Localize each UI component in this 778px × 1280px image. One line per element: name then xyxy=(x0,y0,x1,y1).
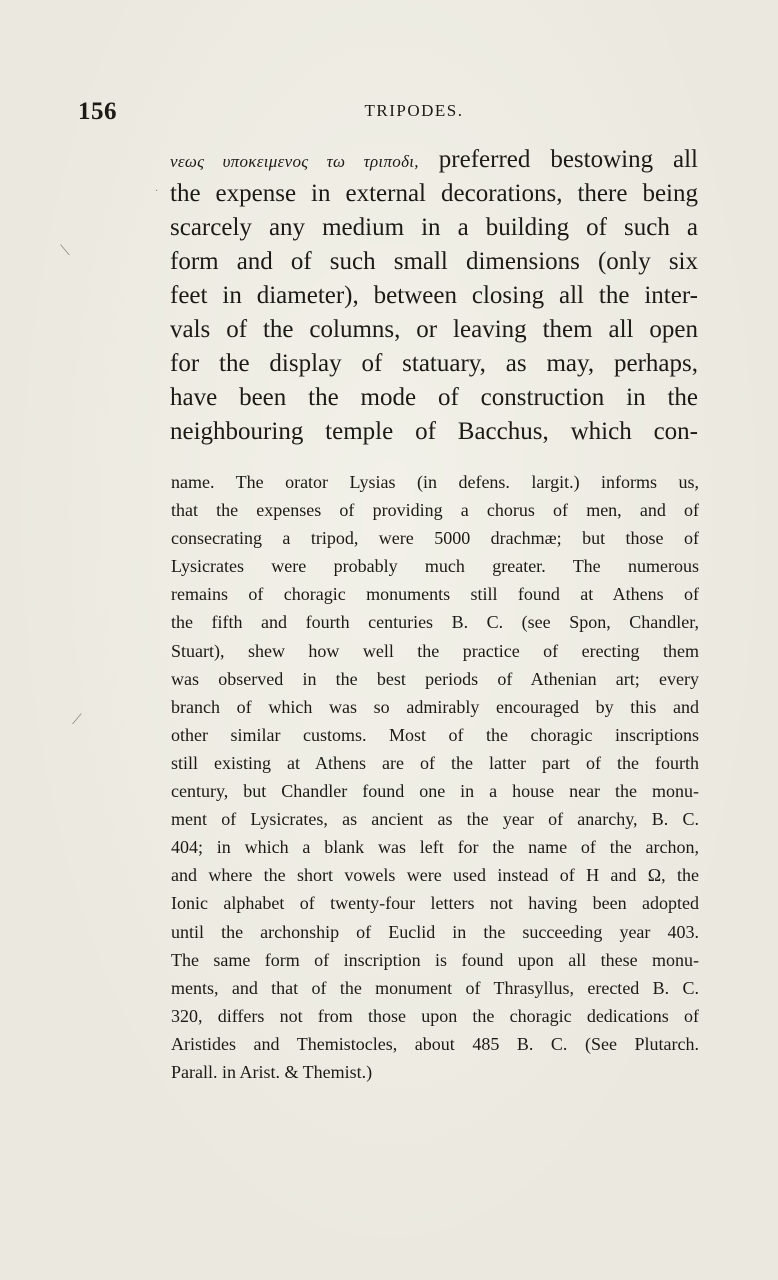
footnote-line: consecrating a tripod, were 5000 drachmæ; but those of xyxy=(171,528,699,549)
main-text xyxy=(170,143,698,449)
footnote-line: and where the short vowels were used instead of H and Ω, the xyxy=(171,865,699,886)
footnote-line: the fifth and fourth centuries B. C. (see Spon, Chandler, xyxy=(171,612,699,633)
body-line: feet in diameter), between closing all the inter- xyxy=(170,282,698,309)
body-line: neighbouring temple of Bacchus, which con- xyxy=(170,418,698,445)
footnote-line: Aristides and Themistocles, about 485 B. C. (See Plutarch. xyxy=(171,1033,699,1054)
body-line: have been the mode of construction in the xyxy=(170,384,698,411)
footnote-line: was observed in the best periods of Athenian art; every xyxy=(171,668,699,689)
footnote-line: until the archonship of Euclid in the succeeding year 403. xyxy=(171,921,699,942)
running-head: TRIPODES. xyxy=(364,101,464,120)
footnote-line: branch of which was so admirably encouraged by this and xyxy=(171,696,699,717)
footnote-line: remains of choragic monuments still found at Athens of xyxy=(171,584,699,605)
footnote xyxy=(171,468,699,1086)
footnote-line: that the expenses of providing a chorus of men, and of xyxy=(171,500,699,521)
footnote-line: century, but Chandler found one in a house near the monu- xyxy=(171,781,699,802)
footnote-line: other similar customs. Most of the choragic inscriptions xyxy=(171,724,699,745)
body-line: form and of such small dimensions (only six xyxy=(170,248,698,275)
footnote-line: ment of Lysicrates, as ancient as the year of anarchy, B. C. xyxy=(171,809,699,830)
body-line: for the display of statuary, as may, perhaps, xyxy=(170,350,698,377)
footnote-line: Ionic alphabet of twenty-four letters not having been adopted xyxy=(171,893,699,914)
footnote-line: ments, and that of the monument of Thrasyllus, erected B. C. xyxy=(171,977,699,998)
footnote-line: The same form of inscription is found upon all these monu- xyxy=(171,949,699,970)
paper-speck: · xyxy=(155,186,159,197)
body-line xyxy=(170,143,698,177)
footnote-line: Parall. in Arist. & Themist.) xyxy=(171,1061,373,1082)
body-line: vals of the columns, or leaving them all open xyxy=(170,316,698,343)
footnote-line: 320, differs not from those upon the choragic dedications of xyxy=(171,1005,699,1026)
greek-quotation: νεως υποκειμενος τω τριποδι, xyxy=(170,152,419,171)
body-line-text: preferred bestowing all xyxy=(438,146,698,173)
footnote-line: 404; in which a blank was left for the name of the archon, xyxy=(171,837,699,858)
body-line: the expense in external decorations, there being xyxy=(170,180,698,207)
footnote-line: still existing at Athens are of the latter part of the fourth xyxy=(171,752,699,773)
footnote-line: name. The orator Lysias (in defens. largit.) informs us, xyxy=(171,472,699,492)
body-line: scarcely any medium in a building of such a xyxy=(170,214,698,241)
footnote-line: Lysicrates were probably much greater. The numerous xyxy=(171,556,699,577)
page-number: 156 xyxy=(78,98,117,125)
footnote-line: Stuart), shew how well the practice of erecting them xyxy=(171,640,699,661)
margin-pencil-mark: ⟍ xyxy=(60,243,70,259)
margin-pencil-mark: ⟋ xyxy=(72,712,82,728)
